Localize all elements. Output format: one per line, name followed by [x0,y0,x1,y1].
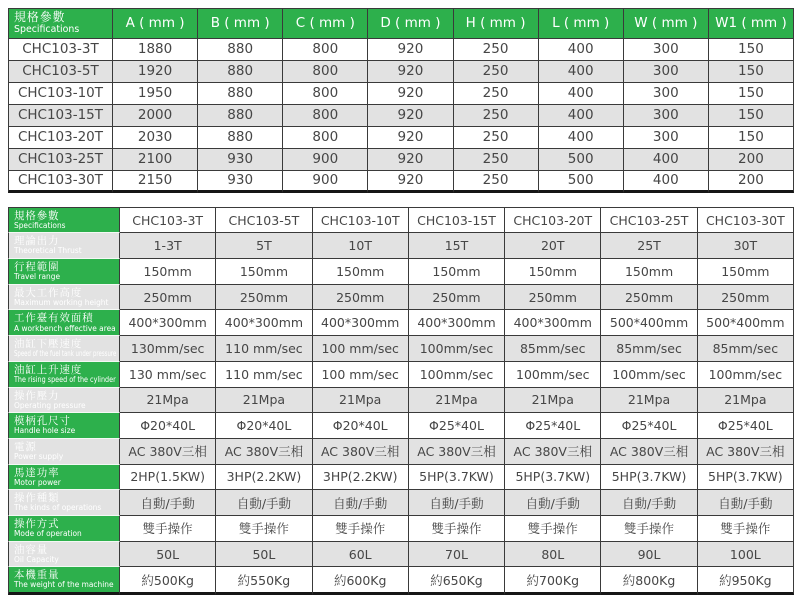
spec-value-cell: 250mm [120,285,216,311]
row-label-zh: 油缸下壓速度 [14,338,83,351]
model-column-header: CHC103-10T [313,207,409,234]
model-column-header: CHC103-3T [120,207,216,234]
row-label-cell [8,465,120,491]
row-label-en: Maximum working height [14,297,109,307]
row-label-cell [8,362,120,388]
spec-value-cell: 130 mm/sec [120,362,216,388]
dimension-value-cell: 400 [624,149,709,171]
spec-value-cell: 約950Kg [698,567,794,595]
table-row [8,542,794,568]
spec-value-cell: AC 380V三相 [409,439,505,465]
spec-value-cell: 100L [698,542,794,568]
spec-value-cell: 80L [505,542,601,568]
table-row [8,413,794,439]
row-label-en: The rising speed of the cylinder [14,374,116,384]
dimension-value-cell: 250 [454,39,539,61]
table-row [8,83,794,105]
spec-value-cell: 30T [698,233,794,259]
dimension-value-cell: 500 [539,171,624,193]
row-label-zh: 馬達功率 [14,466,60,479]
spec-params-label-en: Specifications [14,23,80,35]
row-label-en: Speed of the fuel tank under pressure [14,349,117,359]
spec-value-cell: 150mm [313,259,409,285]
dimension-column-header: D ( mm ) [368,8,453,39]
dimension-value-cell: 880 [198,127,283,149]
dimension-column-header: W1 ( mm ) [709,8,794,39]
row-label-en: Operating pressure [14,400,86,410]
model-column-header: CHC103-5T [216,207,312,234]
spec-value-cell: 自動/手動 [120,490,216,516]
dimension-value-cell: 930 [198,149,283,171]
spec-value-cell: 21Mpa [313,388,409,414]
spec-value-cell: 130mm/sec [120,336,216,362]
spec-value-cell: 400*300mm [313,310,409,336]
dimension-value-cell: 920 [368,105,453,127]
spec-value-cell: 150mm [505,259,601,285]
row-label-cell [8,310,120,336]
dimension-value-cell: 250 [454,127,539,149]
spec-value-cell: 400*300mm [216,310,312,336]
spec-value-cell: 85mm/sec [505,336,601,362]
table-row [8,362,794,388]
spec-value-cell: 5HP(3.7KW) [601,465,697,491]
spec-value-cell: 250mm [409,285,505,311]
dimension-value-cell: 1950 [113,83,198,105]
table-row [8,567,794,595]
spec-value-cell: 400*300mm [505,310,601,336]
spec-value-cell: 5HP(3.7KW) [698,465,794,491]
table-row [8,388,794,414]
spec-value-cell: Φ25*40L [601,413,697,439]
header-row [8,207,794,234]
row-label-zh: 本機重量 [14,569,60,582]
row-label-cell [8,336,120,362]
row-label-zh: 工作臺有效面積 [14,312,94,325]
dimension-value-cell: 920 [368,61,453,83]
spec-value-cell: 自動/手動 [505,490,601,516]
table-row [8,310,794,336]
dimension-value-cell: 800 [283,105,368,127]
row-label-zh: 行程範圍 [14,261,60,274]
spec-value-cell: 約800Kg [601,567,697,595]
spec-value-cell: 雙手操作 [698,516,794,542]
spec-value-cell: 110 mm/sec [216,336,312,362]
technical-specs-body [8,233,794,595]
row-label-cell [8,259,120,285]
table-row [8,439,794,465]
spec-value-cell: 5HP(3.7KW) [505,465,601,491]
dimension-value-cell: 300 [624,61,709,83]
spec-params-label-en: Specifications [14,220,66,230]
spec-value-cell: AC 380V三相 [698,439,794,465]
dimension-value-cell: 250 [454,105,539,127]
model-column-header: CHC103-25T [601,207,697,234]
dimension-column-header: B ( mm ) [198,8,283,39]
spec-value-cell: 150mm [698,259,794,285]
spec-value-cell: 約550Kg [216,567,312,595]
dimension-value-cell: 300 [624,83,709,105]
dimension-value-cell: 920 [368,171,453,193]
spec-value-cell: 400*300mm [120,310,216,336]
table-row [8,39,794,61]
row-label-zh: 操作種類 [14,492,60,505]
dimension-value-cell: 800 [283,61,368,83]
dimension-column-header: A ( mm ) [113,8,198,39]
table-row [8,285,794,311]
spec-value-cell: 雙手操作 [505,516,601,542]
table-row [8,516,794,542]
spec-value-cell: 100mm/sec [409,362,505,388]
row-label-zh: 油容量 [14,543,49,556]
spec-value-cell: 60L [313,542,409,568]
outline-dimensions-header [8,8,794,39]
dimension-value-cell: 1920 [113,61,198,83]
spec-value-cell: 500*400mm [601,310,697,336]
dimension-column-header: C ( mm ) [283,8,368,39]
spec-value-cell: 3HP(2.2KW) [216,465,312,491]
model-column-header: CHC103-30T [698,207,794,234]
model-name-cell: CHC103-10T [8,83,113,105]
spec-value-cell: 21Mpa [601,388,697,414]
row-label-zh: 操作壓力 [14,389,60,402]
spec-value-cell: 約500Kg [120,567,216,595]
spec-value-cell: Φ20*40L [120,413,216,439]
spec-value-cell: 85mm/sec [601,336,697,362]
row-label-cell [8,439,120,465]
spec-value-cell: AC 380V三相 [313,439,409,465]
spec-value-cell: 70L [409,542,505,568]
spec-value-cell: AC 380V三相 [216,439,312,465]
spec-value-cell: Φ25*40L [505,413,601,439]
spec-value-cell: 雙手操作 [313,516,409,542]
table-row [8,490,794,516]
spec-value-cell: 自動/手動 [313,490,409,516]
spec-value-cell: AC 380V三相 [601,439,697,465]
spec-value-cell: 100mm/sec [698,362,794,388]
spec-params-label-zh: 規格參數 [14,209,60,222]
spec-value-cell: 21Mpa [698,388,794,414]
dimension-value-cell: 920 [368,39,453,61]
spec-value-cell: 20T [505,233,601,259]
dimension-value-cell: 2100 [113,149,198,171]
technical-specs-header [8,207,794,234]
spec-value-cell: Φ20*40L [313,413,409,439]
dimension-value-cell: 150 [709,39,794,61]
spec-value-cell: 150mm [216,259,312,285]
table-row [8,149,794,171]
row-label-zh: 理論出力 [14,235,60,248]
spec-value-cell: 250mm [698,285,794,311]
row-label-en: Motor power [14,477,61,487]
table-row [8,336,794,362]
model-name-cell: CHC103-25T [8,149,113,171]
dimension-value-cell: 800 [283,127,368,149]
spec-value-cell: 150mm [601,259,697,285]
spec-value-cell: 110 mm/sec [216,362,312,388]
dimension-value-cell: 300 [624,127,709,149]
spec-value-cell: 50L [216,542,312,568]
dimension-value-cell: 300 [624,39,709,61]
dimension-column-header: L ( mm ) [539,8,624,39]
row-label-cell [8,516,120,542]
header-row [8,8,794,39]
dimension-value-cell: 150 [709,127,794,149]
model-name-cell: CHC103-5T [8,61,113,83]
dimension-value-cell: 930 [198,171,283,193]
row-label-cell [8,413,120,439]
dimension-value-cell: 150 [709,61,794,83]
outline-dimensions-table [8,8,794,193]
model-column-header: CHC103-20T [505,207,601,234]
dimension-value-cell: 800 [283,83,368,105]
dimension-value-cell: 250 [454,61,539,83]
spec-value-cell: 150mm [120,259,216,285]
model-name-cell: CHC103-20T [8,127,113,149]
spec-value-cell: 250mm [313,285,409,311]
row-label-en: Oil Capacity [14,554,59,564]
dimension-value-cell: 2150 [113,171,198,193]
spec-value-cell: 250mm [601,285,697,311]
dimension-value-cell: 400 [624,171,709,193]
table-row [8,465,794,491]
spec-value-cell: 3HP(2.2KW) [313,465,409,491]
spec-value-cell: 自動/手動 [216,490,312,516]
table-row [8,233,794,259]
spec-value-cell: 雙手操作 [409,516,505,542]
dimension-value-cell: 150 [709,105,794,127]
table-row [8,105,794,127]
spec-value-cell: Φ25*40L [409,413,505,439]
spec-value-cell: 85mm/sec [698,336,794,362]
model-name-cell: CHC103-3T [8,39,113,61]
spec-params-label-zh: 規格參數 [14,10,66,24]
spec-value-cell: 自動/手動 [409,490,505,516]
row-label-cell [8,388,120,414]
row-label-zh: 最大工作高度 [14,286,83,299]
dimension-value-cell: 250 [454,149,539,171]
row-label-en: Power supply [14,451,64,461]
dimension-value-cell: 400 [539,39,624,61]
row-label-cell [8,490,120,516]
row-label-en: Handle hole size [14,426,76,436]
outline-dimensions-body [8,39,794,193]
dimension-value-cell: 880 [198,83,283,105]
spec-value-cell: 15T [409,233,505,259]
dimension-value-cell: 400 [539,83,624,105]
dimension-value-cell: 900 [283,171,368,193]
row-label-cell [8,567,120,595]
row-label-zh: 油缸上升速度 [14,363,83,376]
spec-value-cell: 100mm/sec [505,362,601,388]
spec-value-cell: 250mm [505,285,601,311]
spec-value-cell: 約650Kg [409,567,505,595]
dimension-value-cell: 200 [709,149,794,171]
spec-params-header-cell [8,8,113,39]
spec-value-cell: 21Mpa [409,388,505,414]
row-label-en: The weight of the machine [14,580,114,590]
spec-value-cell: 雙手操作 [601,516,697,542]
dimension-value-cell: 250 [454,171,539,193]
table-row [8,61,794,83]
dimension-value-cell: 920 [368,127,453,149]
spec-value-cell: 自動/手動 [601,490,697,516]
dimension-value-cell: 2000 [113,105,198,127]
row-label-en: The kinds of operations [14,503,102,513]
spec-value-cell: 5T [216,233,312,259]
row-label-cell [8,285,120,311]
row-label-en: Travel range [14,272,61,282]
spec-value-cell: 25T [601,233,697,259]
dimension-value-cell: 200 [709,171,794,193]
spec-value-cell: 100 mm/sec [313,336,409,362]
dimension-value-cell: 880 [198,39,283,61]
spec-value-cell: 100mm/sec [409,336,505,362]
dimension-value-cell: 920 [368,83,453,105]
dimension-value-cell: 500 [539,149,624,171]
spec-value-cell: 21Mpa [505,388,601,414]
spec-value-cell: 2HP(1.5KW) [120,465,216,491]
dimension-value-cell: 400 [539,127,624,149]
dimension-value-cell: 900 [283,149,368,171]
spec-value-cell: AC 380V三相 [120,439,216,465]
dimension-value-cell: 800 [283,39,368,61]
spec-value-cell: 雙手操作 [216,516,312,542]
row-label-zh: 模柄孔尺寸 [14,415,71,428]
dimension-value-cell: 250 [454,83,539,105]
row-label-zh: 電源 [14,440,37,453]
table-row [8,171,794,193]
spec-value-cell: 90L [601,542,697,568]
spec-value-cell: 21Mpa [120,388,216,414]
dimension-value-cell: 880 [198,61,283,83]
dimension-value-cell: 1880 [113,39,198,61]
spec-value-cell: 約600Kg [313,567,409,595]
dimension-value-cell: 2030 [113,127,198,149]
model-column-header: CHC103-15T [409,207,505,234]
dimension-value-cell: 880 [198,105,283,127]
dimension-column-header: H ( mm ) [454,8,539,39]
row-label-en: A workbench effective area [14,323,116,333]
row-label-cell [8,542,120,568]
table-row [8,259,794,285]
row-label-en: Mode of operation [14,529,82,539]
spec-value-cell: AC 380V三相 [505,439,601,465]
spec-value-cell: 5HP(3.7KW) [409,465,505,491]
spec-value-cell: 100 mm/sec [313,362,409,388]
technical-specs-table [8,207,794,595]
spec-value-cell: 約700Kg [505,567,601,595]
row-label-cell [8,233,120,259]
spec-value-cell: 10T [313,233,409,259]
dimension-value-cell: 920 [368,149,453,171]
spec-value-cell: Φ20*40L [216,413,312,439]
spec-value-cell: 50L [120,542,216,568]
spec-value-cell: 100mm/sec [601,362,697,388]
table-row [8,127,794,149]
spec-value-cell: 150mm [409,259,505,285]
spec-value-cell: 21Mpa [216,388,312,414]
spec-value-cell: 250mm [216,285,312,311]
dimension-value-cell: 300 [624,105,709,127]
spec-value-cell: Φ25*40L [698,413,794,439]
spec-value-cell: 自動/手動 [698,490,794,516]
dimension-value-cell: 150 [709,83,794,105]
spec-value-cell: 500*400mm [698,310,794,336]
row-label-en: Theoretical Thrust [14,246,82,256]
spec-params-header-cell [8,207,120,234]
spec-value-cell: 雙手操作 [120,516,216,542]
dimension-column-header: W ( mm ) [624,8,709,39]
spec-value-cell: 400*300mm [409,310,505,336]
spec-value-cell: 1-3T [120,233,216,259]
row-label-zh: 操作方式 [14,517,60,530]
model-name-cell: CHC103-15T [8,105,113,127]
model-name-cell: CHC103-30T [8,171,113,193]
dimension-value-cell: 400 [539,105,624,127]
dimension-value-cell: 400 [539,61,624,83]
